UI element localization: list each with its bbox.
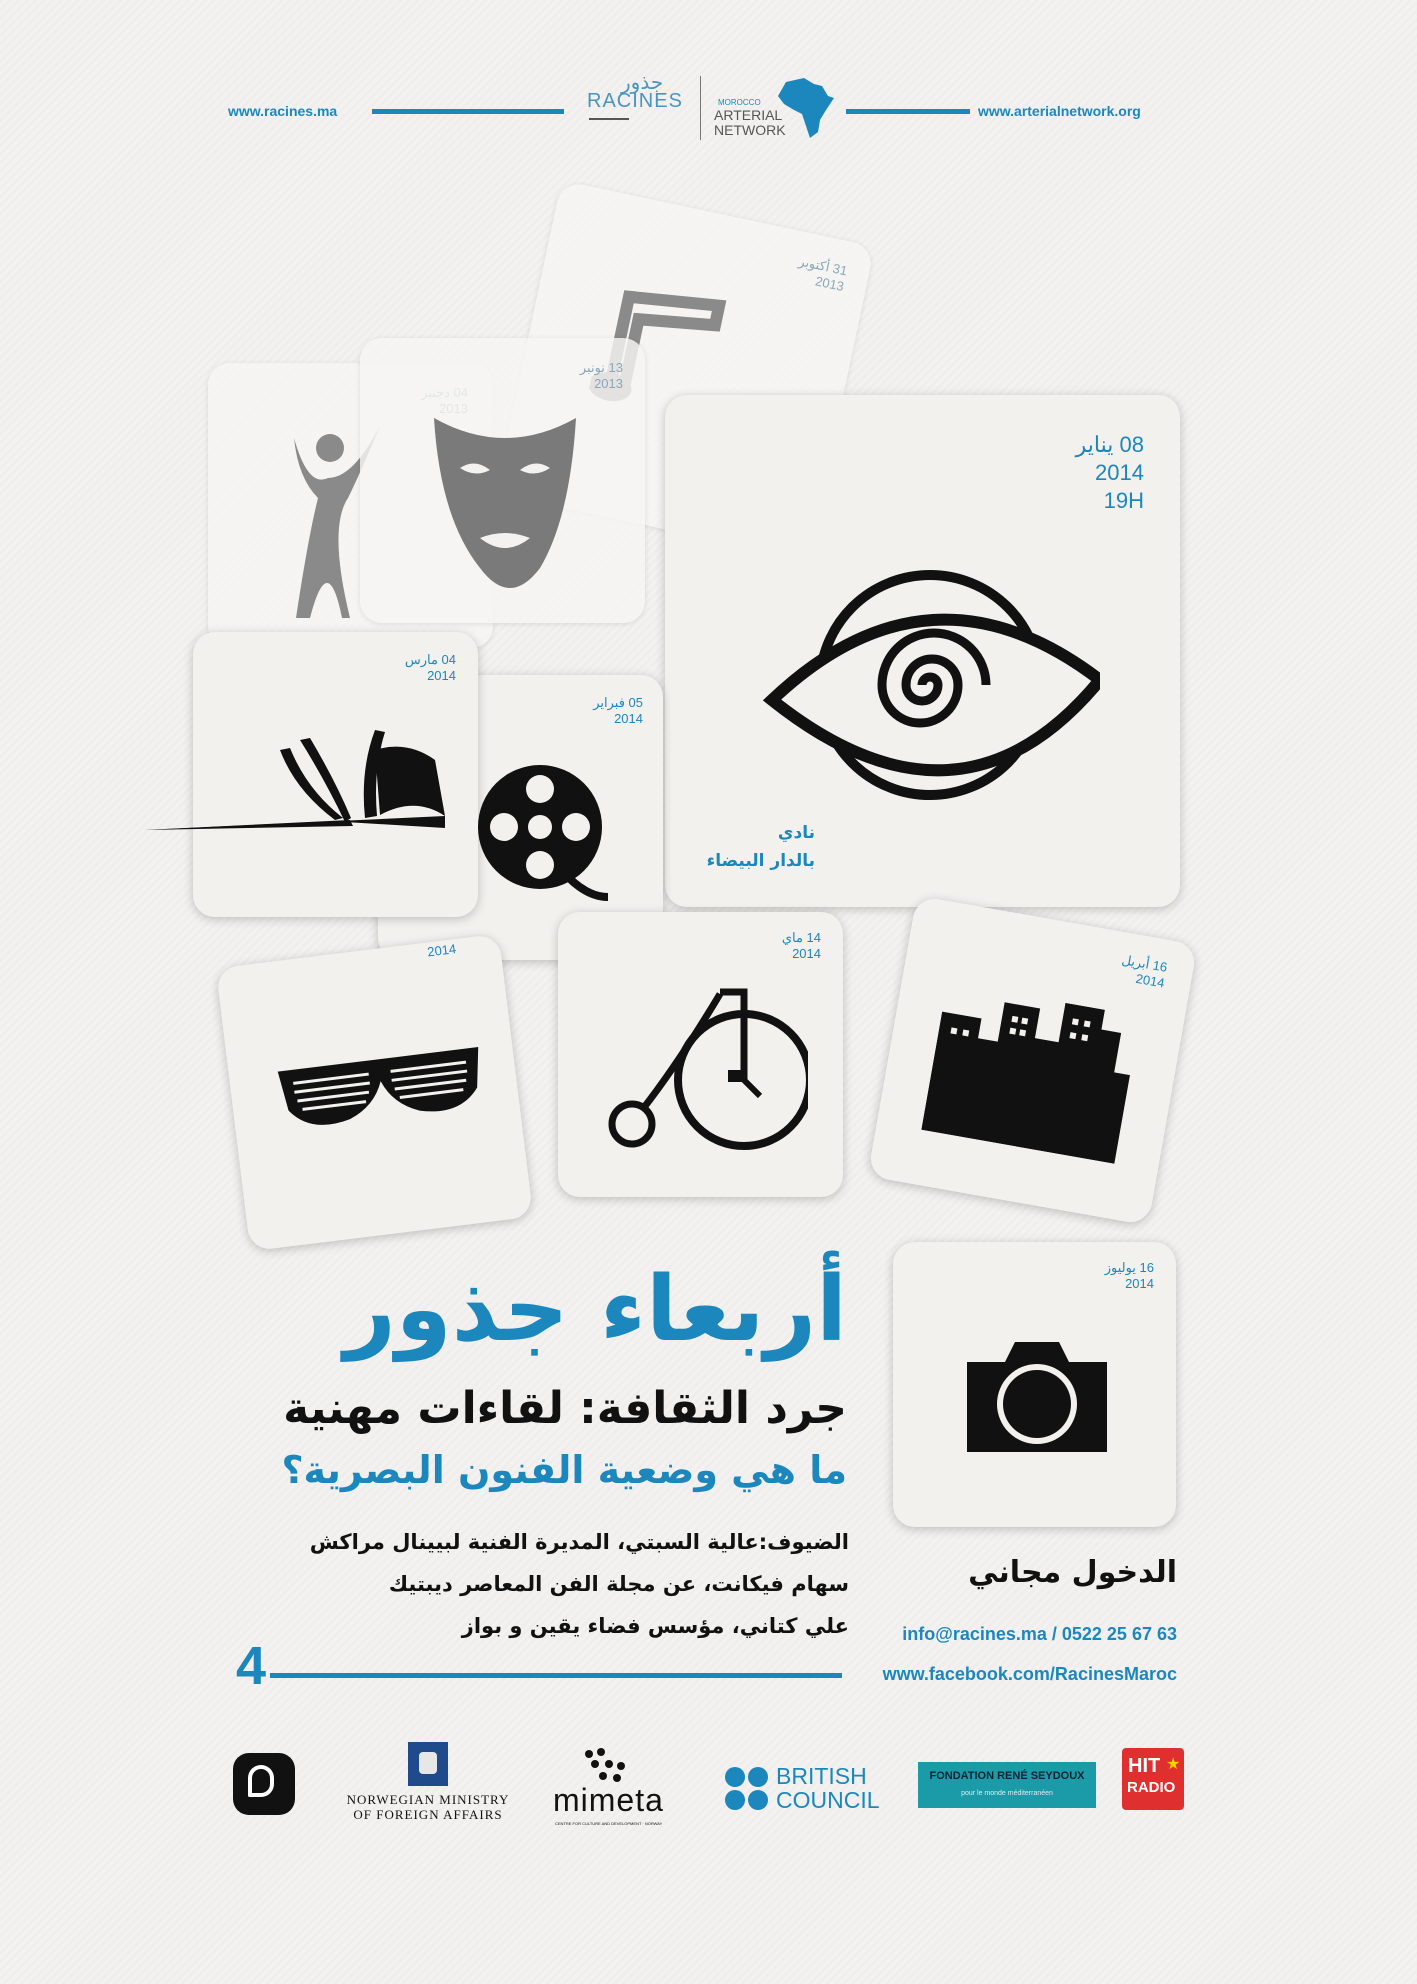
- racines-logo: [583, 70, 703, 148]
- card-may: [558, 912, 843, 1197]
- main-subtitle: جرد الثقافة: لقاءات مهنية: [283, 1383, 847, 1434]
- guest-line-3: علي كتاني، مؤسس فضاء يقين و بواز: [461, 1614, 849, 1638]
- card-october-date: 31 أكتوبر 2013: [797, 253, 849, 295]
- bicycle-icon: [608, 984, 808, 1154]
- hit-line2: RADIO: [1127, 1779, 1176, 1796]
- card-may-date: 14 ماي 2014: [781, 930, 821, 961]
- card-july-date: 16 يوليوز 2014: [1104, 1260, 1154, 1291]
- seydoux-name: FONDATION RENÉ SEYDOUX: [929, 1770, 1085, 1782]
- main-question: ما هي وضعية الفنون البصرية؟: [281, 1448, 847, 1492]
- racines-logo-tifinagh: [589, 118, 629, 128]
- bottom-rule: [270, 1673, 842, 1678]
- header-rule-right: [846, 109, 970, 114]
- british-council-dots-icon: [724, 1766, 770, 1812]
- africa-map-icon: [774, 76, 838, 140]
- mimeta-sub: CENTRE FOR CULTURE AND DEVELOPMENT · NORWAY: [555, 1821, 663, 1826]
- mimeta-name: mimeta: [553, 1782, 664, 1818]
- arterial-url[interactable]: www.arterialnetwork.org: [978, 103, 1141, 119]
- hit-radio-logo: [1122, 1748, 1184, 1810]
- arterial-country: MOROCCO: [718, 98, 761, 107]
- contact-info[interactable]: info@racines.ma / 0522 25 67 63: [902, 1624, 1177, 1644]
- guest-line-1: الضيوف:عالية السبتي، المديرة الفنية لبيينال مراكش: [309, 1530, 849, 1554]
- card-november-date: 13 نونبر 2013: [579, 360, 623, 391]
- header-rule-left: [372, 109, 564, 114]
- edition-number: 4: [236, 1636, 267, 1696]
- norway-ministry-logo: [338, 1742, 518, 1826]
- arterial-line2: NETWORK: [714, 122, 786, 138]
- hit-line1: HIT: [1128, 1755, 1161, 1777]
- card-march: [193, 632, 478, 917]
- card-february-date: 05 فبراير 2014: [593, 695, 643, 726]
- card-july: [893, 1242, 1176, 1527]
- eye-icon: [760, 570, 1100, 810]
- card-november: [360, 338, 645, 623]
- card-june: [216, 934, 534, 1252]
- book-icon: [145, 720, 455, 830]
- card-june-date: 2014: [426, 941, 457, 960]
- guest-line-2: سهام فيكانت، عن مجلة الفن المعاصر ديبتيك: [388, 1572, 849, 1596]
- racines-r-mark: [248, 1765, 274, 1797]
- norway-crest-icon: [408, 1742, 448, 1786]
- seydoux-logo: [918, 1762, 1096, 1808]
- free-entry: الدخول مجاني: [968, 1555, 1177, 1590]
- arterial-line1: ARTERIAL: [714, 107, 783, 123]
- sunglasses-icon: [273, 1037, 491, 1142]
- card-april-date: 16 أبريل 2014: [1120, 952, 1169, 991]
- british-council-logo: [724, 1764, 884, 1812]
- racines-logo-latin: RACINES: [587, 90, 683, 112]
- norway-line2: OF FOREIGN AFFAIRS: [353, 1807, 503, 1822]
- british-line1: BRITISH: [776, 1763, 867, 1789]
- mimeta-logo: [553, 1748, 683, 1830]
- hit-star-icon: ★: [1166, 1754, 1181, 1773]
- card-january-venue1: نادي: [777, 823, 815, 843]
- main-title: أربعاء جذور: [344, 1257, 847, 1362]
- mimeta-dots-icon: [583, 1748, 633, 1782]
- card-march-date: 04 مارس 2014: [404, 652, 456, 683]
- card-january-date: 08 يناير 2014 19H: [1075, 432, 1144, 513]
- british-line2: COUNCIL: [776, 1787, 880, 1813]
- card-january-venue2: بالدار البيضاء: [706, 851, 815, 871]
- racines-r-logo: [233, 1753, 295, 1815]
- camera-icon: [967, 1342, 1107, 1452]
- theatre-mask-icon: [430, 408, 580, 598]
- norway-line1: NORWEGIAN MINISTRY: [346, 1792, 510, 1807]
- city-icon: [921, 982, 1144, 1164]
- arterial-logo: [712, 76, 842, 146]
- card-january: [665, 395, 1180, 907]
- racines-url[interactable]: www.racines.ma: [228, 103, 338, 119]
- header-divider: [700, 76, 701, 140]
- racines-logo-arabic: جذور: [621, 70, 664, 94]
- seydoux-sub: pour le monde méditerranéen: [961, 1790, 1053, 1797]
- film-reel-icon: [478, 747, 618, 917]
- card-april: [867, 895, 1197, 1225]
- facebook-link[interactable]: www.facebook.com/RacinesMaroc: [882, 1664, 1177, 1684]
